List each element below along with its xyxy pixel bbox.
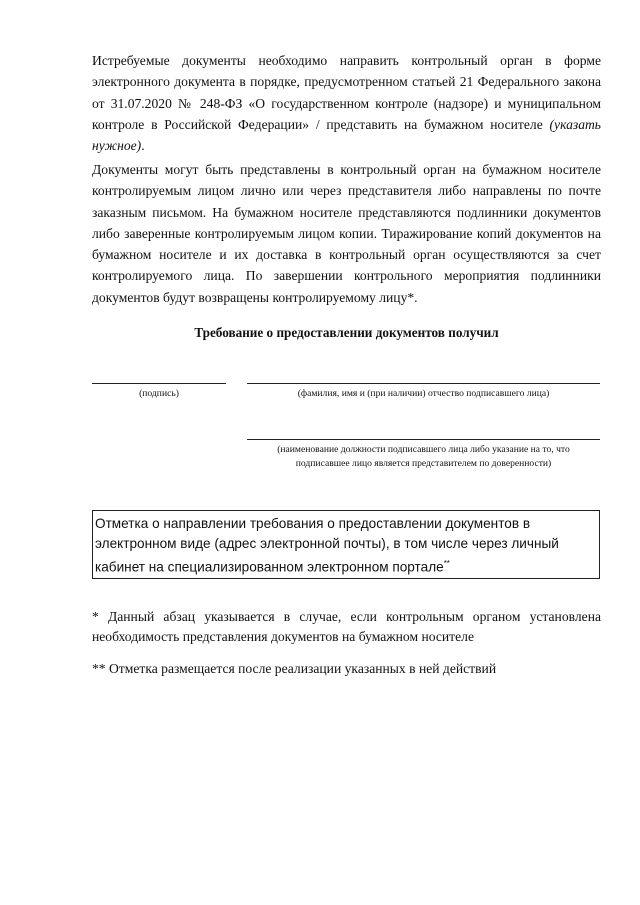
position-caption-line-2: подписавшее лицо является представителем по доверенности) [295,458,552,469]
electronic-delivery-mark-box [92,510,600,579]
signature-line [92,383,226,384]
box-footnote-marker: ** [443,559,450,568]
footnote-2: ** Отметка размещается после реализации указанных в ней действий [92,661,497,676]
position-caption-line-1: (наименование должности подписавшего лица либо указание на то, что [277,444,570,455]
section-heading-received: Требование о предоставлении документов получил [194,325,499,340]
full-name-line [247,383,600,384]
box-text: Отметка о направлении требования о предоставлении документов в электронном виде (адрес электронной почты), в том числе через личный кабинет на специализированном электронном портале [95,516,559,575]
paragraph-paper-submission-rules: Документы могут быть представлены в контрольный орган на бумажном носителе контролируемым лицом лично или через представителя либо направлены по почте заказным письмом. На бумажном носителе представляются подлинники документов либо заверенные контролируемым лицом копии. Тиражирование копий документов на бумажном носителе и их доставка в контрольный орган осуществляются за счет контролируемого лица. По завершении контрольного мероприятия подлинники документов будут возвращены контролируемому лицу*. [92,162,601,305]
signature-caption: (подпись) [139,388,179,399]
paragraph-end: . [141,138,145,154]
paragraph-text: Истребуемые документы необходимо направить контрольный орган в форме электронного документа в порядке, предусмотренном статьей 21 Федерального закона от 31.07.2020 № 248-ФЗ «О государственном контроле (надзоре) и муниципальном контроле в Российской Федерации» / представить на бумажном носителе [92,53,601,132]
paragraph-italic-note: (указать нужное) [92,116,601,154]
position-line [247,439,600,440]
full-name-caption: (фамилия, имя и (при наличии) отчество подписавшего лица) [297,388,550,399]
footnote-1: * Данный абзац указывается в случае, если контрольным органом установлена необходимость представления документов на бумажном носителе [92,609,601,644]
paragraph-documents-delivery-form [92,50,601,156]
electronic-delivery-mark-text [95,514,595,578]
